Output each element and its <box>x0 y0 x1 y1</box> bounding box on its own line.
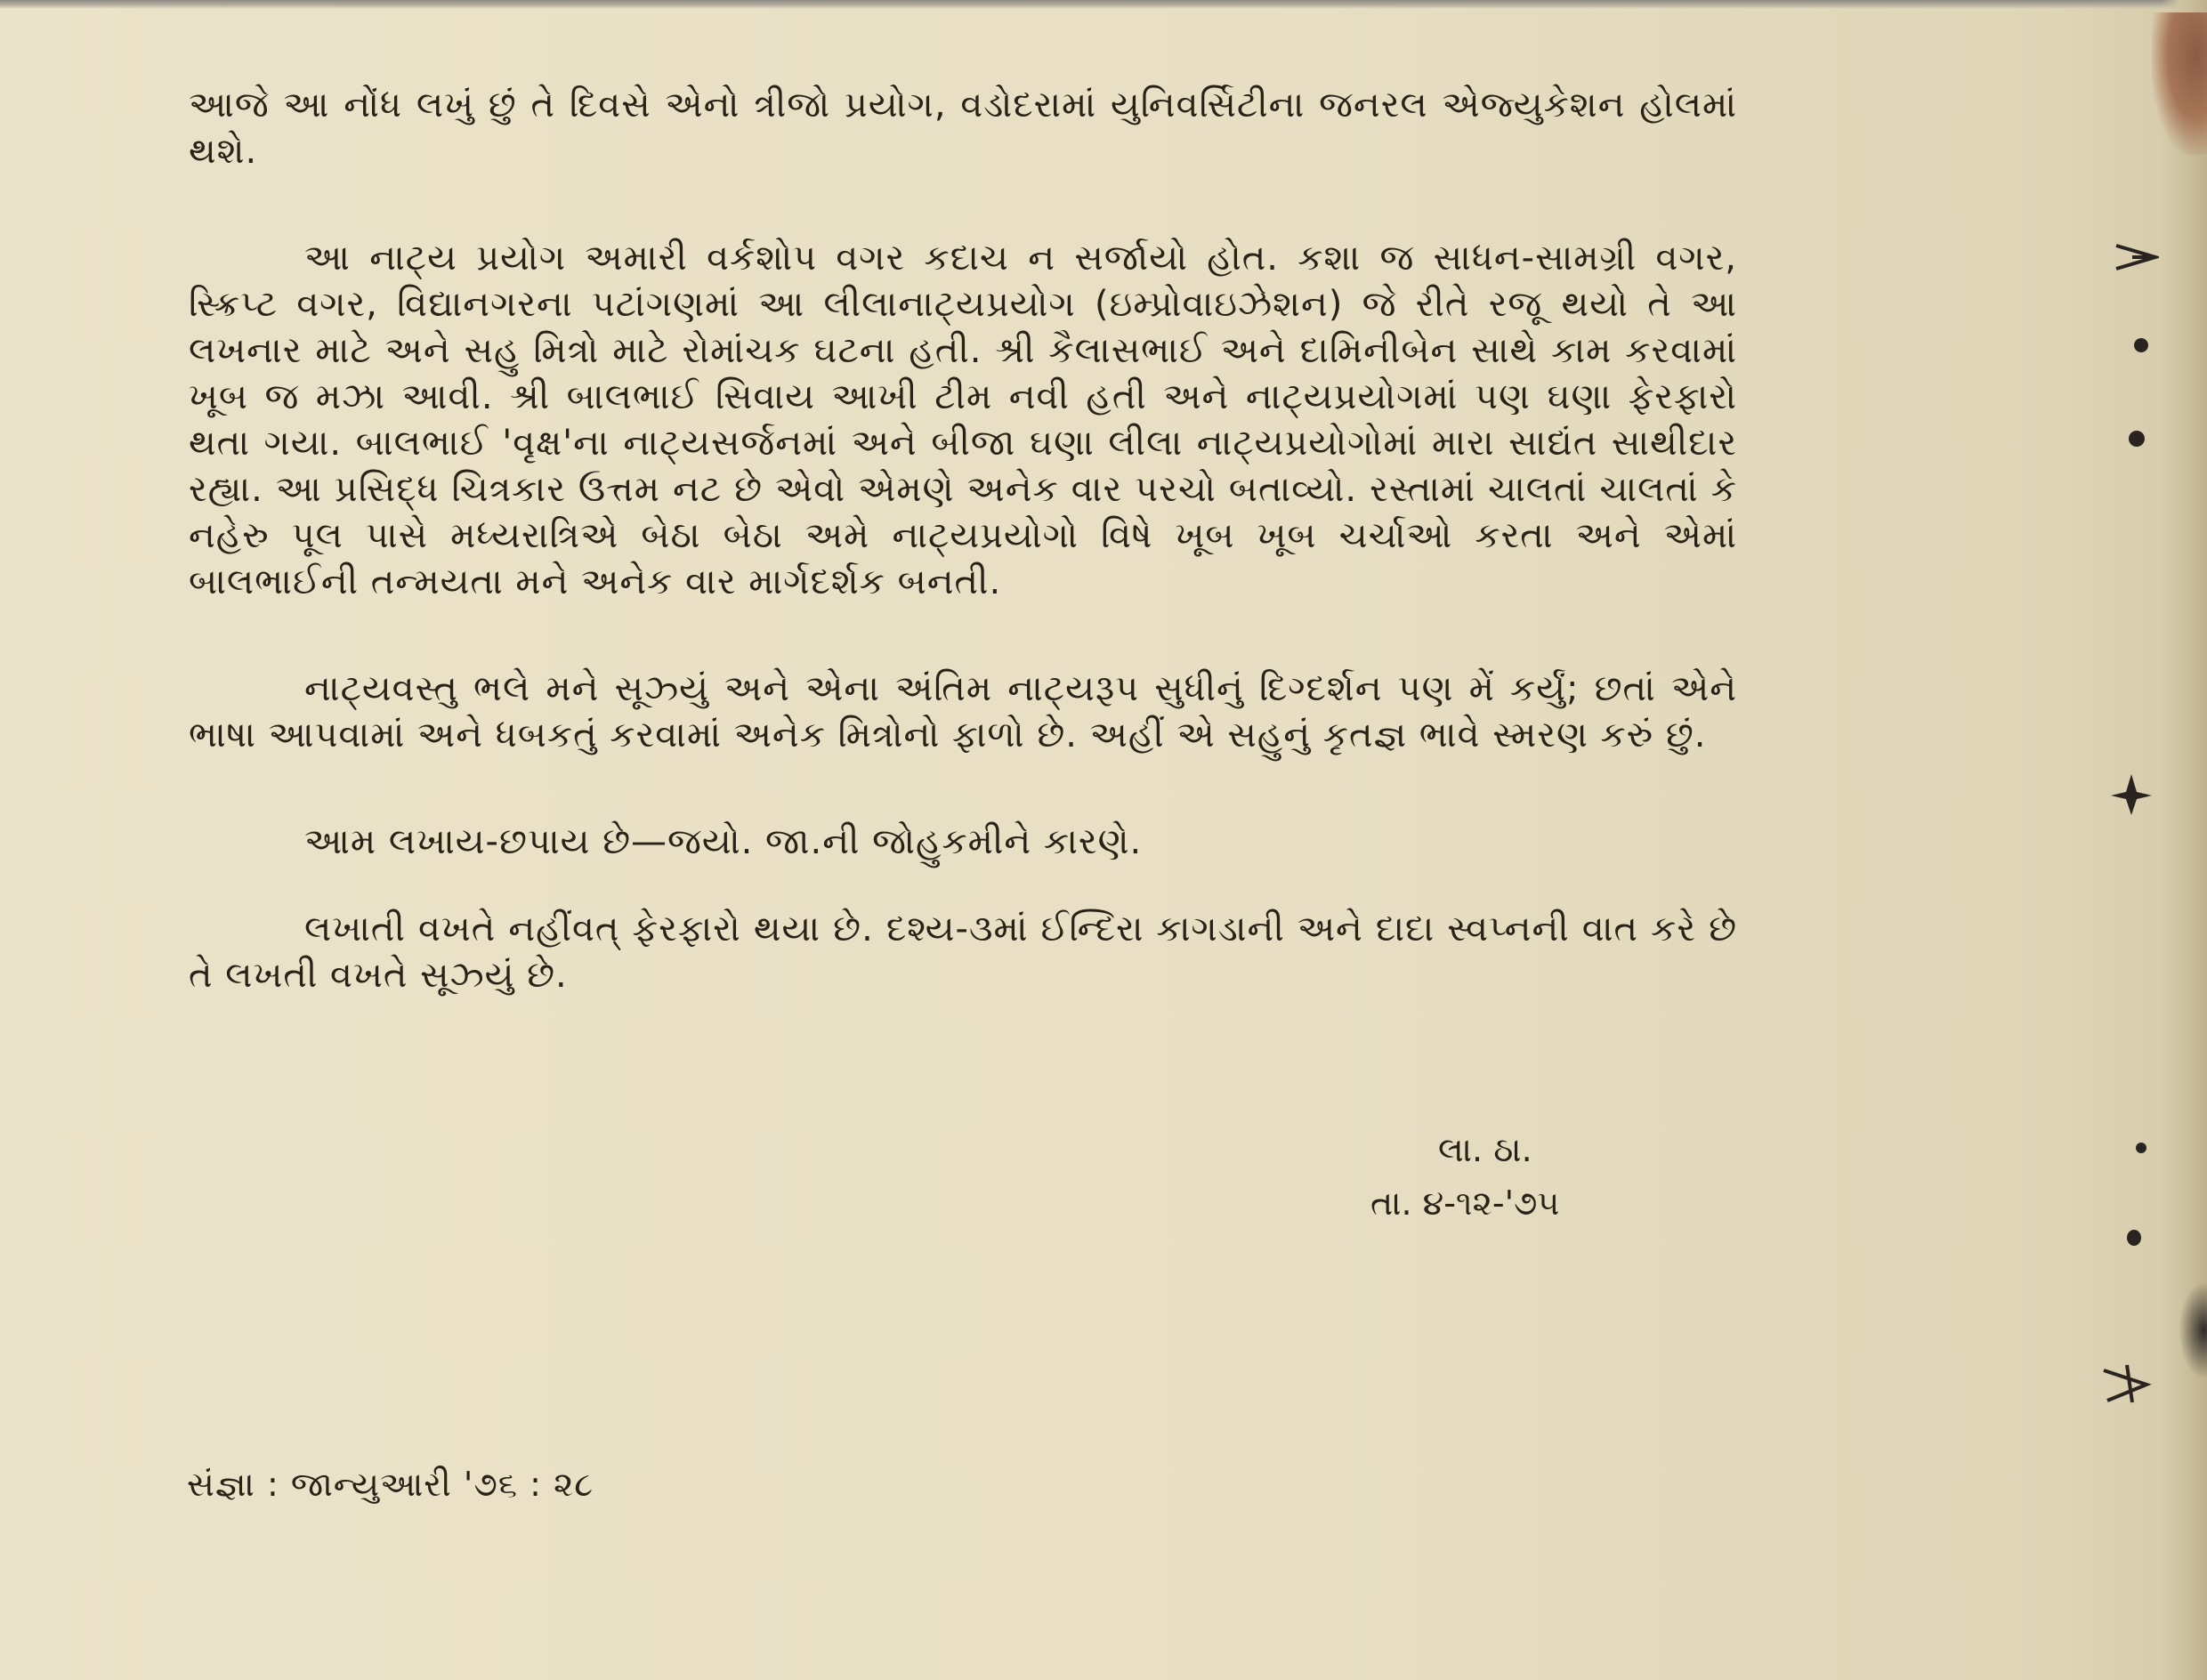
margin-dot-mark <box>2134 338 2148 352</box>
margin-dot-mark <box>2127 1230 2141 1246</box>
paragraph-1: આજે આ નોંધ લખું છું તે દિવસે એનો ત્રીજો પ્રયોગ, વડોદરામાં યુનિવર્સિટીના જનરલ એજ્યુકેશન હોલમાં થશે. <box>189 85 1737 172</box>
paragraph-3: નાટ્યવસ્તુ ભલે મને સૂઝ્યું અને એના અંતિમ નાટ્યરૂપ સુધીનું દિગ્દર્શન પણ મેં કર્યું; છતાં એને ભાષા આપવામાં અને ધબકતું કરવામાં અનેક મિત્રોનો ફાળો છે. અહીં એ સહુનું કૃતજ્ઞ ભાવે સ્મરણ કરું છું. <box>189 668 1737 755</box>
margin-dot-mark <box>2129 431 2145 447</box>
page-footer: સંજ્ઞા : જાન્યુઆરી '૭૬ : ૨૮ <box>187 1465 594 1504</box>
paragraph-2: આ નાટ્ય પ્રયોગ અમારી વર્કશોપ વગર કદાચ ન સર્જાયો હોત. કશા જ સાધન-સામગ્રી વગર, સ્ક્રિપ્ટ વગર, વિદ્યાનગરના પટાંગણમાં આ લીલાનાટ્યપ્રયોગ (ઇમ્પ્રોવાઇઝેશન) જે રીતે રજૂ થયો તે આ લખનાર માટે અને સહુ મિત્રો માટે રોમાંચક ઘટના હતી. શ્રી કૈલાસભાઈ અને દામિનીબેન સાથે કામ કરવામાં ખૂબ જ મઝા આવી. શ્રી બાલભાઈ સિવાય આખી ટીમ નવી હતી અને નાટ્યપ્રયોગમાં પણ ઘણા ફેરફારો થતા ગયા. બાલભાઈ 'વૃક્ષ'ના નાટ્યસર્જનમાં અને બીજા ઘણા લીલા નાટ્યપ્રયોગોમાં મારા સાદ્યંત સાથીદાર રહ્યા. આ પ્રસિદ્ધ ચિત્રકાર ઉત્તમ નટ છે એવો એમણે અનેક વાર પરચો બતાવ્યો. રસ્તામાં ચાલતાં ચાલતાં કે નહેરુ પૂલ પાસે મધ્યરાત્રિએ બેઠા બેઠા અમે નાટ્યપ્રયોગો વિષે ખૂબ ખૂબ ચર્ચાઓ કરતા અને એમાં બાલભાઈની તન્મયતા મને અનેક વાર માર્ગદર્શક બનતી. <box>189 238 1737 602</box>
scan-top-edge <box>0 0 2207 9</box>
paragraph-5: લખાતી વખતે નહીંવત્ ફેરફારો થયા છે. દશ્ય-૩માં ઈન્દિરા કાગડાની અને દાદા સ્વપ્નની વાત કરે છે તે લખતી વખતે સૂઝ્યું છે. <box>189 909 1737 996</box>
scan-right-edge <box>2161 0 2207 1680</box>
signature-block <box>1370 1123 1637 1230</box>
signature-date: તા. ૪-૧૨-'૭૫ <box>1370 1183 1560 1223</box>
margin-star-mark <box>2109 772 2154 817</box>
binding-shadow <box>2179 1281 2207 1379</box>
torn-corner-mark <box>2152 12 2207 155</box>
signature-initials: લા. ઠા. <box>1438 1130 1532 1169</box>
margin-arrow-mark <box>2114 242 2159 272</box>
margin-arrow-mark <box>2100 1361 2154 1406</box>
margin-dot-mark <box>2136 1143 2146 1153</box>
paragraph-4: આમ લખાય-છપાય છે—જયો. જા.ની જોહુકમીને કારણે. <box>304 821 1143 862</box>
document-body <box>189 82 1737 1059</box>
